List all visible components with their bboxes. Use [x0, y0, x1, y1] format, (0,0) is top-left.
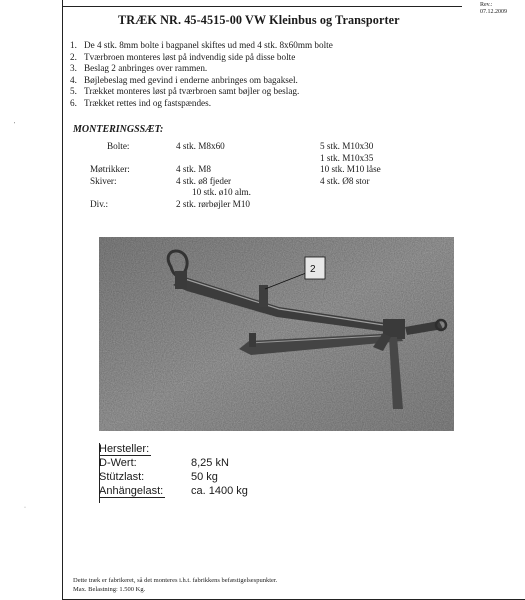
step-number: 2. — [70, 51, 77, 62]
kit-item — [176, 153, 251, 165]
kit-item: 5 stk. M10x30 — [320, 141, 374, 151]
revision-label: Rev.: — [480, 2, 493, 8]
kit-label: Møtrikker: — [90, 164, 130, 175]
step-item — [70, 52, 333, 64]
step-number: 1. — [70, 40, 77, 50]
kit-heading: MONTERINGSSÆT: — [73, 124, 164, 135]
revision-block — [480, 2, 507, 16]
kit-label: Div.: — [90, 198, 109, 209]
step-text: Tværbroen monteres løst på indvendig side på disse bolte — [84, 51, 296, 62]
specs-value: 50 kg — [191, 471, 218, 483]
kit-label: Bolte: — [107, 141, 130, 151]
kit-label — [90, 153, 130, 165]
step-number: 3. — [70, 63, 77, 74]
kit-item: 10 stk. M10 låse — [320, 164, 381, 175]
kit-label — [90, 187, 130, 199]
specs-label: Anhängelast: — [99, 485, 164, 497]
callout-number: 2 — [310, 264, 316, 275]
specs-block — [99, 443, 269, 499]
step-text: Bøjlebeslag med gevind i enderne anbringes om bagaksel. — [84, 74, 298, 85]
specs-row — [99, 457, 269, 471]
step-text: Trækket rettes ind og fastspændes. — [84, 97, 212, 108]
footer-line: Max. Belastning: 1.500 Kg. — [73, 586, 146, 593]
revision-date: 07.12.2009 — [480, 9, 507, 15]
kit-item: 2 stk. rørbøjler M10 — [176, 198, 251, 209]
specs-label: D-Wert: — [99, 457, 137, 469]
kit-column-2 — [176, 141, 251, 211]
specs-value: 8,25 kN — [191, 457, 229, 469]
step-text: De 4 stk. 8mm bolte i bagpanel skiftes ud med 4 stk. 8x60mm bolte — [84, 40, 333, 50]
kit-column-3 — [320, 141, 381, 187]
kit-item: 4 stk. M8 — [176, 164, 211, 175]
kit-item: 4 stk. Ø8 stor — [320, 175, 370, 186]
kit-item: 4 stk. M8x60 — [176, 141, 225, 151]
step-item — [70, 86, 333, 98]
specs-row — [99, 471, 269, 485]
specs-manufacturer-label: Hersteller: — [99, 443, 150, 455]
kit-labels-column — [90, 141, 130, 211]
specs-label: Stützlast: — [99, 471, 145, 483]
footer-line: Dette træk er fabrikeret, så det monteres i.h.t. fabrikkens befæstigelsespunkter. — [73, 577, 278, 584]
assembly-steps — [70, 40, 333, 110]
step-item — [70, 75, 333, 87]
kit-item: 1 stk. M10x35 — [320, 152, 374, 163]
scan-speck: · — [24, 505, 26, 511]
specs-manufacturer-row — [99, 443, 269, 457]
step-number: 6. — [70, 97, 77, 108]
footer-notes — [73, 576, 277, 594]
step-item — [70, 63, 333, 75]
kit-item: 4 stk. ø8 fjeder — [176, 175, 232, 186]
step-item — [70, 98, 333, 110]
step-number: 4. — [70, 74, 77, 85]
step-item — [70, 40, 333, 52]
specs-value: ca. 1400 kg — [191, 485, 248, 497]
step-number: 5. — [70, 86, 77, 97]
document-title: TRÆK NR. 45-4515-00 VW Kleinbus og Transporter — [118, 13, 400, 27]
step-text: Trækket monteres løst på tværbroen samt bøjler og beslag. — [84, 86, 300, 97]
kit-label: Skiver: — [90, 175, 117, 186]
specs-row — [99, 485, 269, 499]
step-text: Beslag 2 anbringes over rammen. — [84, 63, 208, 74]
scan-speck: ' — [14, 122, 16, 128]
kit-item: 10 stk. ø10 alm. — [192, 187, 251, 198]
towbar-photo — [99, 237, 454, 431]
